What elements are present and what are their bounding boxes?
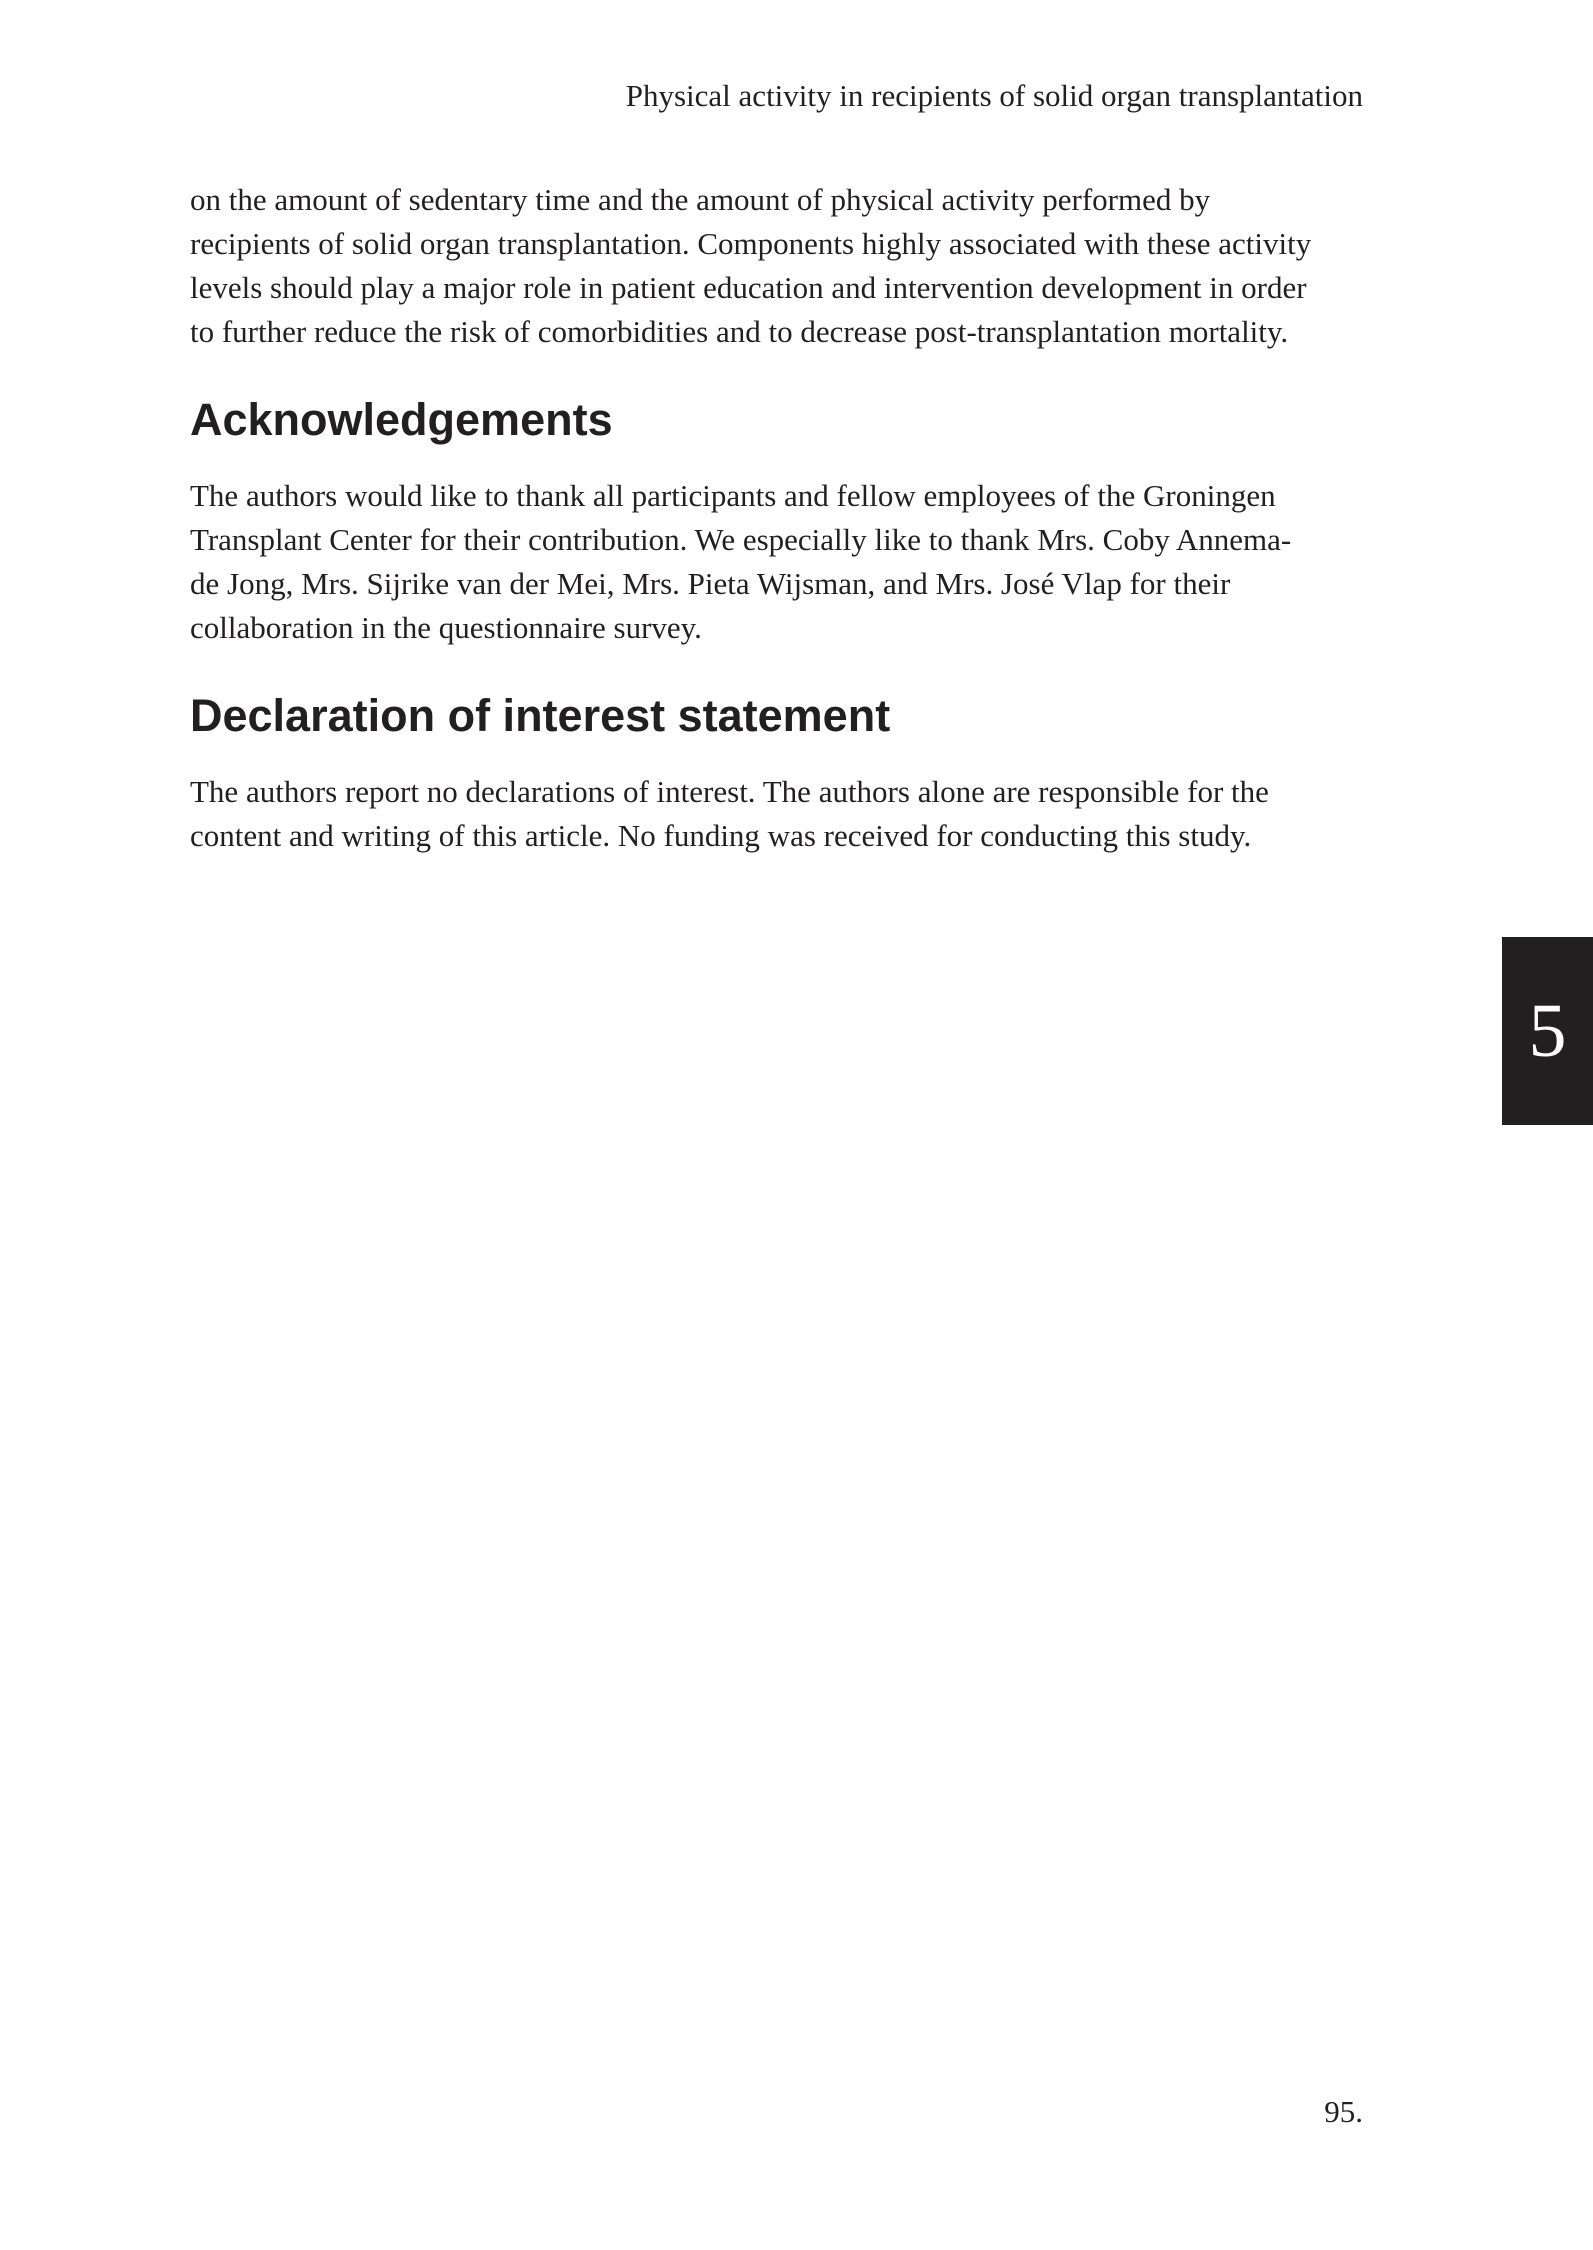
declaration-paragraph bbox=[190, 770, 1360, 858]
paragraph-line: levels should play a major role in patient education and intervention development in order bbox=[190, 270, 1307, 305]
paragraph-line: collaboration in the questionnaire survey. bbox=[190, 610, 702, 645]
declaration-heading: Declaration of interest statement bbox=[190, 690, 891, 741]
paragraph-line: to further reduce the risk of comorbidities and to decrease post-transplantation mortality. bbox=[190, 314, 1289, 349]
paragraph-line: Transplant Center for their contribution. We especially like to thank Mrs. Coby Annema- bbox=[190, 522, 1292, 557]
paragraph-line: content and writing of this article. No funding was received for conducting this study. bbox=[190, 818, 1252, 853]
acknowledgements-paragraph bbox=[190, 474, 1360, 650]
paragraph-line: recipients of solid organ transplantation. Components highly associated with these activity bbox=[190, 226, 1312, 261]
chapter-tab: 5 bbox=[1502, 937, 1593, 1125]
paragraph-line: The authors report no declarations of interest. The authors alone are responsible for the bbox=[190, 774, 1269, 809]
page-number: 95. bbox=[1324, 2094, 1363, 2129]
acknowledgements-heading: Acknowledgements bbox=[190, 394, 613, 445]
page-body bbox=[190, 178, 1360, 858]
intro-paragraph bbox=[190, 178, 1360, 354]
running-header: Physical activity in recipients of solid organ transplantation bbox=[625, 78, 1363, 113]
paragraph-line: The authors would like to thank all participants and fellow employees of the Groningen bbox=[190, 478, 1276, 513]
paragraph-line: de Jong, Mrs. Sijrike van der Mei, Mrs. Pieta Wijsman, and Mrs. José Vlap for their bbox=[190, 566, 1231, 601]
paragraph-line: on the amount of sedentary time and the amount of physical activity performed by bbox=[190, 182, 1211, 217]
